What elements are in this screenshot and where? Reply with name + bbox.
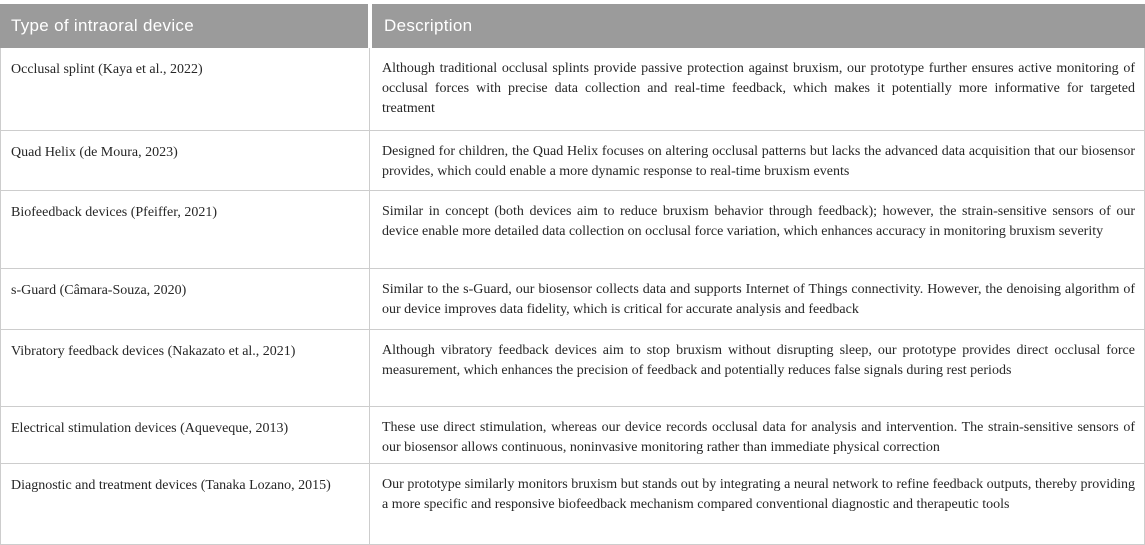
description-cell: Our prototype similarly monitors bruxism but stands out by integrating a neural network to refine feedback outputs, thereby providing a more specific and responsive biofeedback mechanism compared conventional diagnostic and therapeutic tools (382, 477, 1135, 512)
description-cell: Similar to the s-Guard, our biosensor collects data and supports Internet of Things connectivity. However, the denoising algorithm of our device improves data fidelity, which is critical for accurate analysis and feedback (382, 282, 1135, 317)
description-cell: Although traditional occlusal splints provide passive protection against bruxism, our prototype further ensures active monitoring of occlusal forces with precise data collection and real-time feedback, which makes it potentially more informative for targeted treatment (382, 61, 1135, 116)
table-row (1, 191, 1144, 269)
device-cell: Electrical stimulation devices (Aqueveque, 2013) (1, 407, 370, 463)
device-cell: Vibratory feedback devices (Nakazato et al., 2021) (1, 330, 370, 406)
header-cell-device-type: Type of intraoral device (0, 4, 368, 48)
table-row (1, 131, 1144, 191)
description-cell: These use direct stimulation, whereas our device records occlusal data for analysis and intervention. The strain-sensitive sensors of our biosensor allows continuous, noninvasive monitoring rather than immediate physical correction (382, 420, 1135, 455)
table-row (1, 330, 1144, 407)
device-cell: s-Guard (Câmara-Souza, 2020) (1, 269, 370, 329)
table-row (1, 48, 1144, 131)
table-row (1, 407, 1144, 464)
device-cell: Quad Helix (de Moura, 2023) (1, 131, 370, 190)
table-row (1, 269, 1144, 330)
table-row (1, 464, 1144, 545)
description-cell: Designed for children, the Quad Helix focuses on altering occlusal patterns but lacks the advanced data acquisition that our biosensor provides, which could enable a more dynamic response to real-time bruxism events (382, 144, 1135, 179)
header-cell-description: Description (372, 4, 1145, 48)
device-cell: Biofeedback devices (Pfeiffer, 2021) (1, 191, 370, 268)
table-body (0, 48, 1145, 545)
table-header-row (0, 4, 1145, 48)
device-cell: Occlusal splint (Kaya et al., 2022) (1, 48, 370, 130)
description-cell: Although vibratory feedback devices aim to stop bruxism without disrupting sleep, our prototype provides direct occlusal force measurement, which enhances the precision of feedback and potentially reduces false signals during rest periods (382, 343, 1135, 378)
description-cell: Similar in concept (both devices aim to reduce bruxism behavior through feedback); however, the strain-sensitive sensors of our device enable more detailed data collection on occlusal force variation, which enhances accuracy in monitoring bruxism severity (382, 204, 1135, 239)
device-cell: Diagnostic and treatment devices (Tanaka Lozano, 2015) (1, 464, 370, 545)
